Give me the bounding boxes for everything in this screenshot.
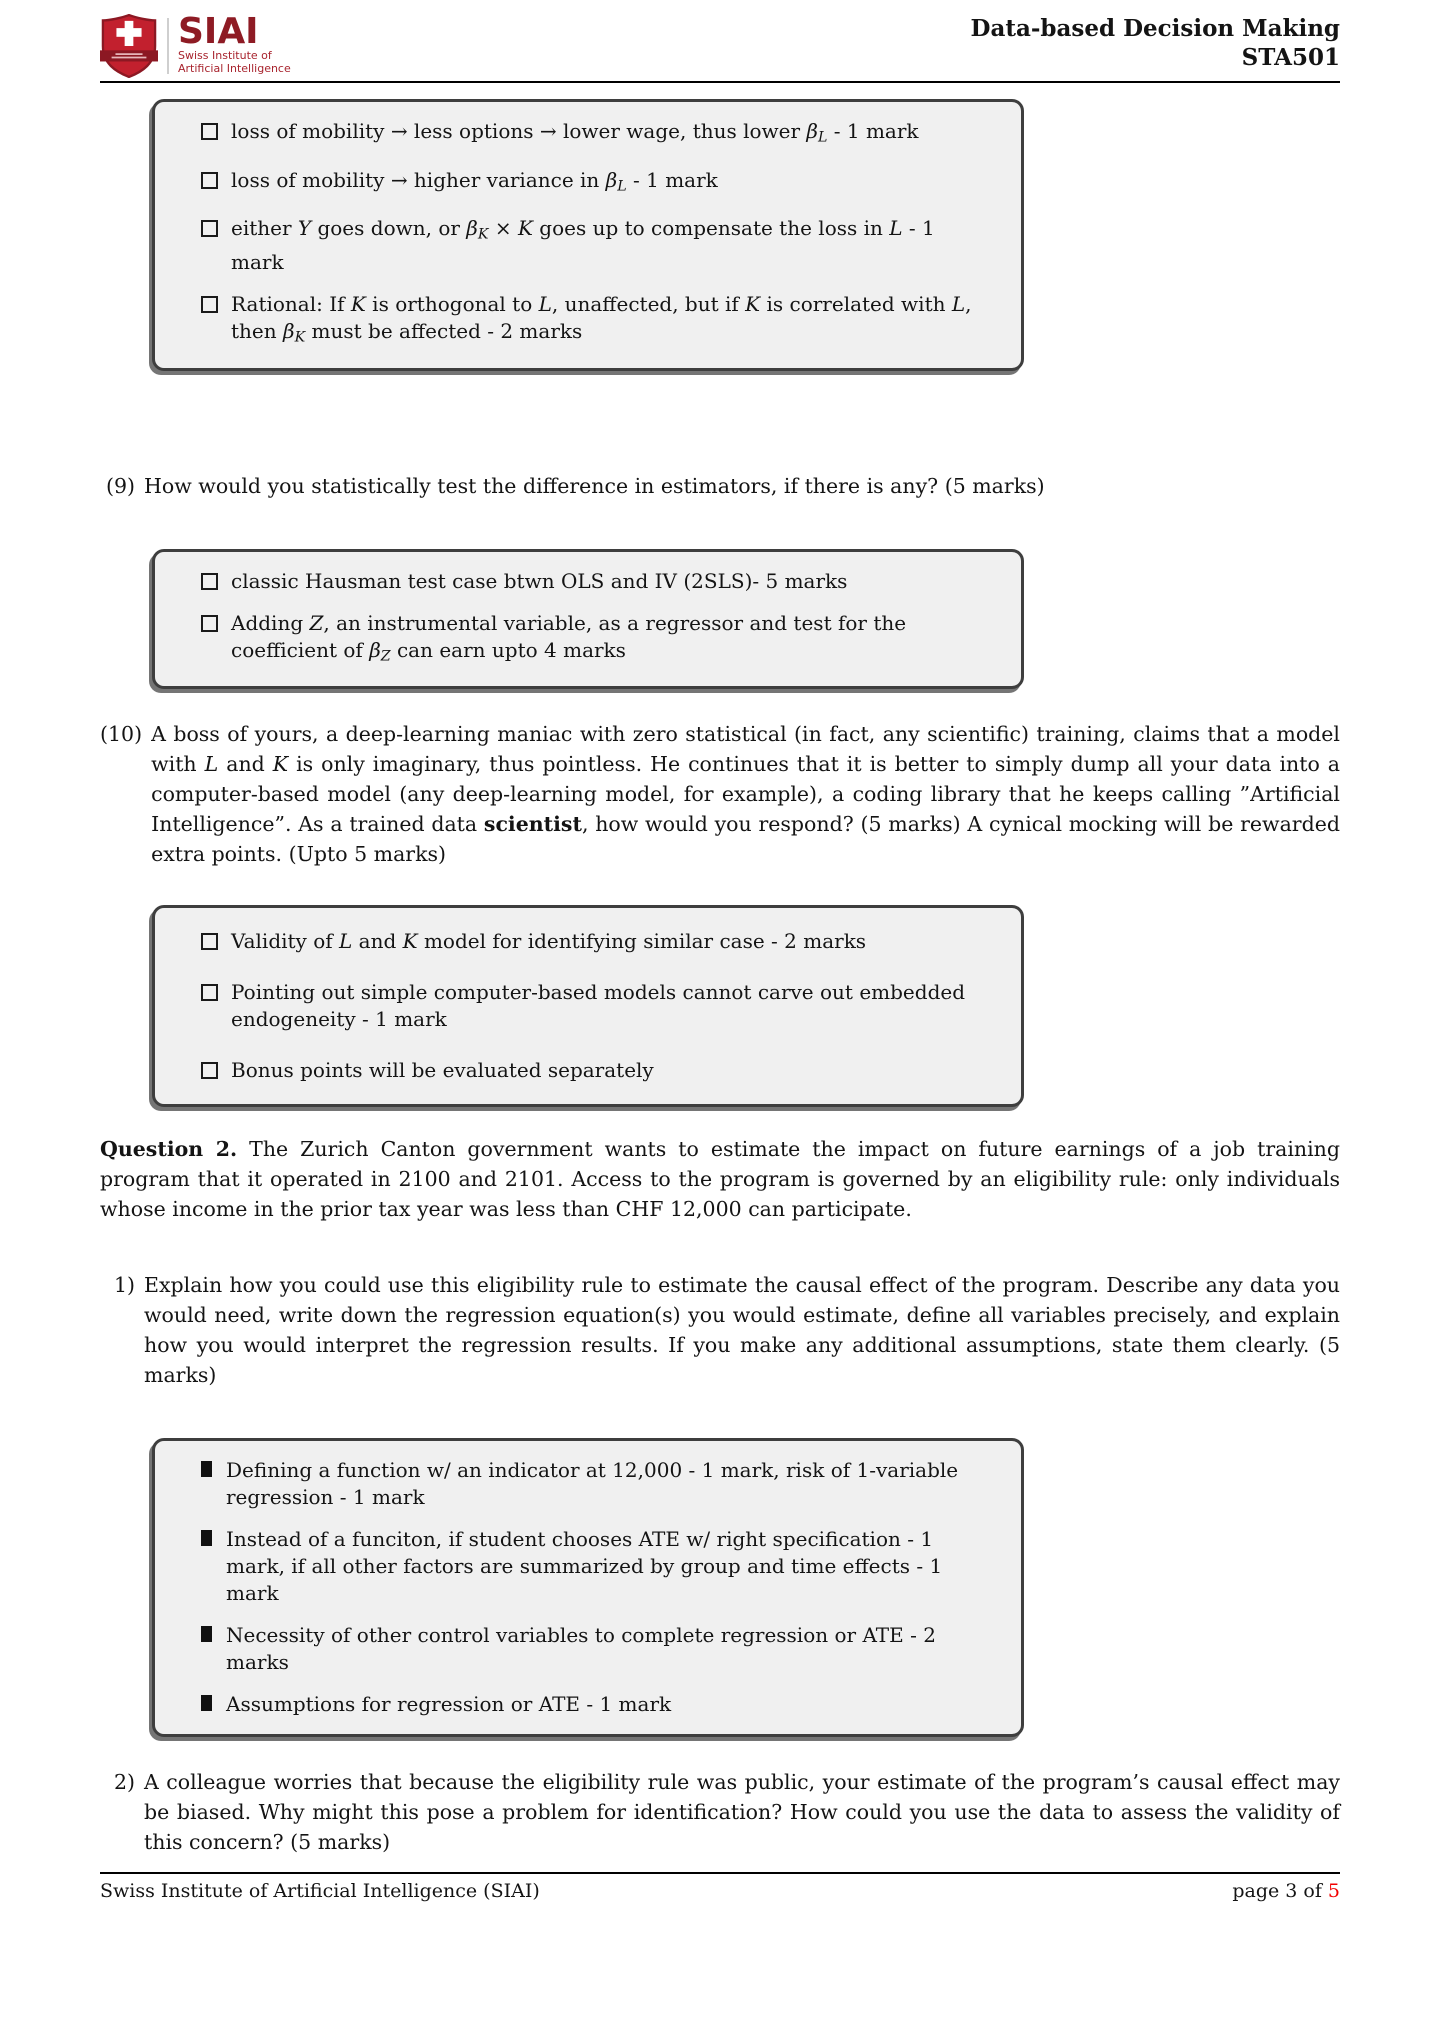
rubric-item [201,291,993,352]
footer-page-label: page 3 of [1232,1880,1328,1902]
logo-text-block [178,11,291,75]
logo-acronym: SIAI [178,11,259,52]
question-number: 2) [113,1770,135,1795]
rubric-box-q8 [152,99,1024,371]
question-2-part-1 [100,1270,1340,1390]
rubric-box-q9 [152,549,1024,690]
checkbox-icon [201,1062,218,1079]
question-text: A boss of yours, a deep-learning maniac with zero statistical (in fact, any scientific) training, claims that a model with L and K is only imaginary, thus pointless. He continues that it is better to simply dump all your data into a computer-based model (any deep-learning model, for example), a coding library that he keeps calling ”Artificial Intelligence”. As a trained data scientist, how would you respond? (5 marks) A cynical mocking will be rewarded extra points. (Upto 5 marks) [151,722,1340,867]
question-number: (9) [105,473,135,498]
rubric-item [201,568,993,595]
rubric-item-text: Validity of L and K model for identifying similar case - 2 marks [231,929,867,954]
filled-square-icon [201,1695,212,1711]
rubric-item-text: loss of mobility → higher variance in βL - 1 mark [231,167,718,195]
footer-rule [100,1872,1340,1874]
question-text: How would you statistically test the difference in estimators, if there is any? (5 marks) [144,473,1045,498]
logo-subtitle-line1: Swiss Institute of [178,49,272,62]
rubric-item [201,1457,993,1511]
page-footer [100,1872,1340,1903]
filled-square-icon [201,1461,212,1477]
checkbox-icon [201,123,218,140]
rubric-item [201,928,993,955]
filled-square-icon [201,1530,212,1546]
footer-institute: Swiss Institute of Artificial Intelligence (SIAI) [100,1880,540,1902]
rubric-item [201,118,993,152]
rubric-item-text: loss of mobility → less options → lower wage, thus lower βL - 1 mark [231,119,919,146]
siai-logo [100,11,291,78]
question-number: 1) [113,1273,135,1298]
question-10 [100,719,1340,869]
rubric-item-text: Adding Z, an instrumental variable, as a regressor and test for the coefficient of βZ can earn upto 4 marks [231,610,907,665]
checkbox-icon [201,296,218,313]
rubric-item [201,1691,993,1718]
checkbox-icon [201,933,218,950]
rubric-item [201,167,993,201]
rubric-item [201,1057,993,1084]
checkbox-icon [201,172,218,189]
course-title-block [971,14,1341,72]
logo-divider [167,18,169,74]
checkbox-icon [201,615,218,632]
rubric-item-text: classic Hausman test case btwn OLS and IV (2SLS)- 5 marks [231,568,848,593]
course-title: Data-based Decision Making [970,15,1340,42]
header-rule [100,81,1340,83]
question-text: A colleague worries that because the eligibility rule was public, your estimate of the program’s causal effect may be biased. Why might this pose a problem for identification? How could you use the data to assess the validity of this concern? (5 marks) [144,1770,1340,1855]
question-text: Explain how you could use this eligibility rule to estimate the causal effect of the program. Describe any data you would need, write down the regression equation(s) you would estimate, define all variables precisely, and explain how you would interpret the regression results. If you make any additional assumptions, state them clearly. (5 marks) [144,1273,1340,1388]
checkbox-icon [201,573,218,590]
rubric-item-text: Bonus points will be evaluated separately [231,1058,654,1083]
rubric-item-text: either Y goes down, or βK × K goes up to compensate the loss in L - 1 mark [231,216,935,275]
checkbox-icon [201,984,218,1001]
rubric-item-text: Assumptions for regression or ATE - 1 mark [226,1692,672,1717]
question-2-part-2 [100,1767,1340,1857]
rubric-item [201,215,993,276]
rubric-item-text: Necessity of other control variables to complete regression or ATE - 2 marks [226,1623,936,1675]
rubric-box-q10 [152,905,1024,1107]
footer-page-total: 5 [1327,1880,1340,1902]
checkbox-icon [201,220,218,237]
siai-shield-icon [100,14,158,78]
footer-page-number [1232,1879,1340,1903]
rubric-box-q2-part1 [152,1438,1024,1737]
filled-square-icon [201,1626,212,1642]
course-code: STA501 [1241,44,1340,71]
logo-subtitle-line2: Artificial Intelligence [178,61,291,75]
rubric-item [201,1622,993,1676]
rubric-item-text: Instead of a funciton, if student chooses ATE w/ right specification - 1 mark, if all other factors are summarized by group and time effects - 1 mark [226,1527,943,1606]
question-number: (10) [100,722,143,747]
rubric-item [201,1526,993,1607]
rubric-item [201,610,993,671]
page-header [100,0,1340,81]
rubric-item [201,979,993,1033]
question-9 [100,471,1340,501]
rubric-item-text: Pointing out simple computer-based models cannot carve out embedded endogeneity - 1 mark [231,980,966,1032]
question-2-intro: Question 2. The Zurich Canton government wants to estimate the impact on future earnings of a job training program that it operated in 2100 and 2101. Access to the program is governed by an eligibility rule: only individuals whose income in the prior tax year was less than CHF 12,000 can participate. [100,1137,1340,1222]
rubric-item-text: Defining a function w/ an indicator at 12,000 - 1 mark, risk of 1-variable regression - 1 mark [226,1458,959,1510]
rubric-item-text: Rational: If K is orthogonal to L, unaffected, but if K is correlated with L, then βK must be affected - 2 marks [231,292,972,346]
